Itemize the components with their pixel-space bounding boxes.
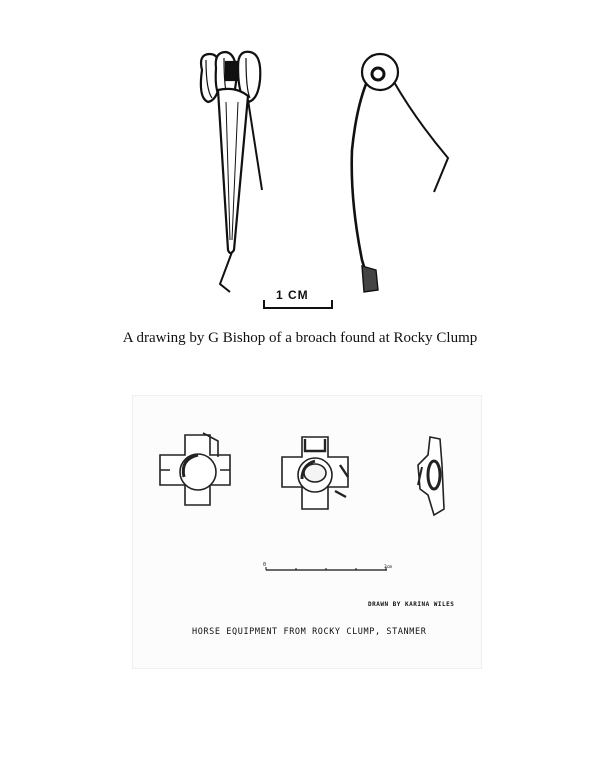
- scale-bar: [262, 560, 407, 576]
- cross-mount-front: [160, 433, 230, 505]
- drawing-credit: DRAWN BY KARINA WILES: [368, 601, 455, 608]
- figure-caption: A drawing by G Bishop of a broach found at Rocky Clump: [122, 330, 478, 346]
- brooch-side-view: [352, 54, 448, 292]
- horse-equipment-drawing: [140, 425, 470, 545]
- scale-bar: [262, 300, 334, 310]
- svg-text:0: 0: [263, 562, 267, 568]
- scale-label: 1 CM: [276, 288, 309, 302]
- cross-mount-back: [282, 437, 348, 509]
- cross-mount-side: [418, 437, 444, 515]
- panel-caption: HORSE EQUIPMENT FROM ROCKY CLUMP, STANMER: [192, 627, 427, 637]
- scale-end-label: 3cm: [384, 565, 393, 570]
- brooch-drawing: [180, 40, 480, 300]
- brooch-front-view: [201, 52, 262, 292]
